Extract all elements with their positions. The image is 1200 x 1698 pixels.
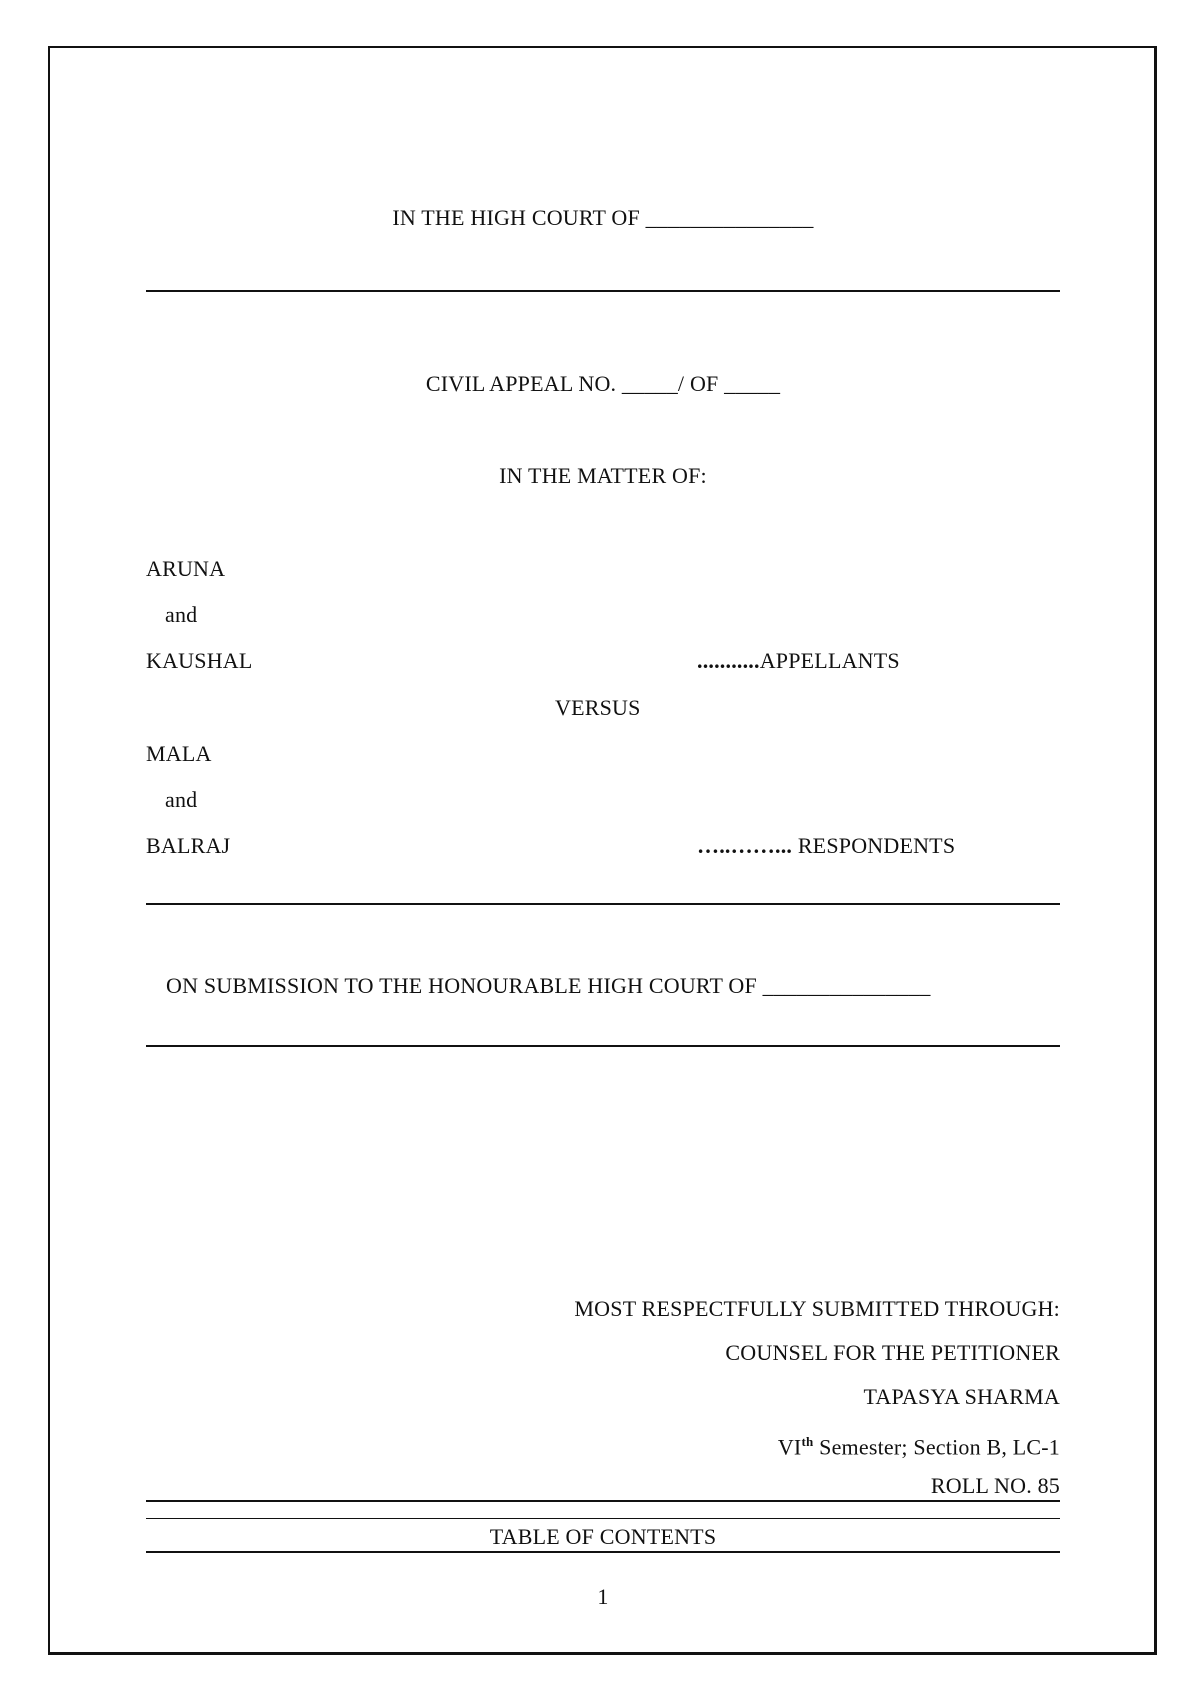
appellant-1: ARUNA [146, 556, 226, 581]
divider-submission [146, 1045, 1060, 1047]
respondents-dots: …..……... [697, 833, 793, 858]
appeal-number: CIVIL APPEAL NO. _____/ OF _____ [425, 371, 781, 396]
and-connector-2: and [165, 787, 198, 812]
submission-line: ON SUBMISSION TO THE HONOURABLE HIGH COURT OF _______________ [166, 973, 931, 998]
matter-of-heading: IN THE MATTER OF: [499, 463, 707, 488]
divider-top [146, 290, 1060, 292]
counsel-line: COUNSEL FOR THE PETITIONER [725, 1340, 1060, 1365]
divider-roll-bottom [146, 1500, 1060, 1502]
divider-middle [146, 903, 1060, 905]
semester-line [146, 1429, 1060, 1460]
and-connector-1: and [165, 602, 198, 627]
respondent-2: BALRAJ [146, 833, 231, 858]
divider-toc-bottom [146, 1551, 1060, 1553]
divider-toc-top [146, 1518, 1060, 1519]
semester-rest: Semester; Section B, LC-1 [813, 1434, 1060, 1460]
semester-prefix: VI [777, 1434, 802, 1460]
court-heading: IN THE HIGH COURT OF _______________ [392, 205, 814, 230]
toc-heading: TABLE OF CONTENTS [489, 1524, 717, 1549]
appellants-label [697, 648, 900, 674]
semester-superscript: th [801, 1434, 814, 1449]
respondents-text: RESPONDENTS [797, 833, 956, 858]
appellants-text: APPELLANTS [759, 648, 900, 673]
respondents-label [697, 833, 955, 859]
appellants-dots: ........... [697, 648, 760, 673]
page-number: 1 [597, 1584, 609, 1609]
submitted-through: MOST RESPECTFULLY SUBMITTED THROUGH: [574, 1296, 1060, 1321]
respondent-1: MALA [146, 741, 212, 766]
versus-label: VERSUS [555, 695, 641, 720]
counsel-name: TAPASYA SHARMA [863, 1384, 1060, 1409]
roll-number: ROLL NO. 85 [930, 1473, 1060, 1498]
appellant-2: KAUSHAL [146, 648, 253, 673]
